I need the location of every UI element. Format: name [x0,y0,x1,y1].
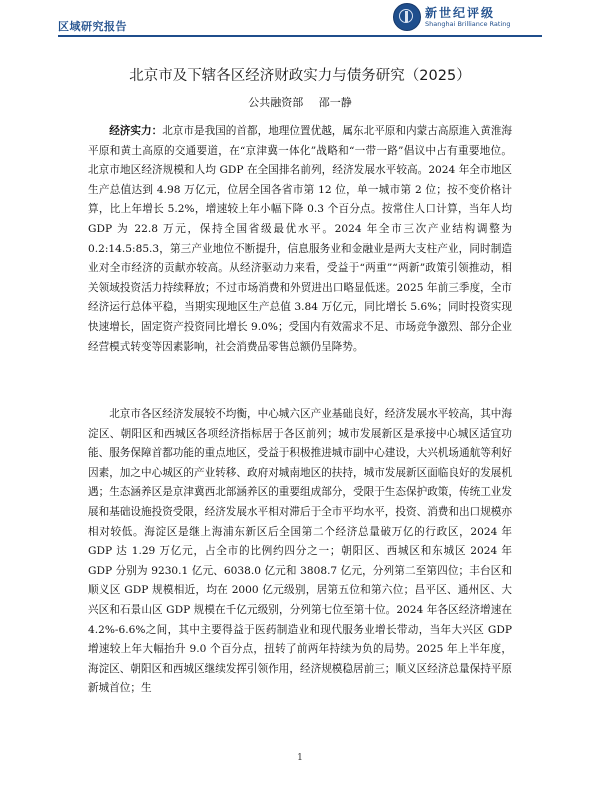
paragraph-body: 北京市是我国的首都，地理位置优越，属东北平原和内蒙古高原進入黄淮海平原和黄土高原的交通要道，在“京津冀一体化”战略和“一带一路”倡议中占有重要地位。北京市地区经济规模和人均 GDP 在全国排名前列，经济发展水平较高。2024 年全市地区生产总值达到 4.98 万亿元，位居全国各省市第 12 位，单一城市第 2 位；按不变价格计算，比上年增长 5.2%，增速较上年小幅下降 0.3 个百分点。按常住人口计算，当年人均 GDP 为 22.8 万元，保持全国省级最优水平。2024 年全市三次产业结构调整为 0.2:14.5:85.3，第三产业地位不断提升，信息服务业和金融业是两大支柱产业，同时制造业对全市经济的贡献亦较高。从经济驱动力来看，受益于“两重”“两新”政策引领推动，相关领域投资活力持续释放；不过市场消费和外贸进出口略显低迷。2025 年前三季度，全市经济运行总体平稳，当期实现地区生产总值 3.84 万亿元，同比增长 5.6%；同时投资实现快速增长，固定资产投资同比增长 9.0%；受国内有效需求不足、市场竞争激烈、部分企业经营模式转变等因素影响，社会消费品零售总额仍呈降势。 [88,125,513,353]
author-line [0,94,600,110]
page-header [0,0,600,36]
logo-name-cn: 新世纪评级 [425,6,496,20]
logo-name-en: Shanghai Brilliance Rating [425,20,511,28]
paragraph-district-economy: 北京市各区经济发展较不均衡，中心城六区产业基础良好，经济发展水平较高，其中海淀区、朝阳区和西城区各项经济指标居于各区前列；城市发展新区是承接中心城区适宜功能、服务保障首都功能的重点地区，受益于积极推进城市副中心建设，大兴机场通航等利好因素，加之中心城区的产业转移、政府对城南地区的扶持，城市发展新区面临良好的发展机遇；生态涵养区是京津冀西北部涵养区的重要组成部分，受限于生态保护政策，传统工业发展和基础设施投资受限，经济发展水平相对滞后于全市平均水平，投资、消费和出口规模亦相对较低。海淀区是继上海浦东新区后全国第二个经济总量破万亿的行政区，2024 年 GDP 达 1.29 万亿元，占全市的比例约四分之一；朝阳区、西城区和东城区 2024 年 GDP 分别为 9230.1 亿元、6038.0 亿元和 3808.7 亿元，分列第二至第四位；丰台区和顺义区 GDP 规模相近，均在 2000 亿元级别，居第五位和第六位；昌平区、通州区、大兴区和石景山区 GDP 规模在千亿元级别，分列第七位至第十位。2024 年各区经济增速在 4.2%-6.6%之间，其中主要得益于医药制造业和现代服务业增长带动，当年大兴区 GDP 增速较上年大幅抬升 9.0 个百分点，扭转了前两年持续为负的局势。2025 年上半年度，海淀区、朝阳区和西城区继续发挥引领作用，经济规模稳居前三；顺义区经济总量保持平原新城首位；生 [88,408,512,695]
section-title: 区域研究报告 [58,20,127,33]
paragraph-economic-strength [88,122,512,357]
header-divider [58,35,542,37]
department: 公共融资部 [248,96,304,109]
paragraph-lead: 经济实力： [109,125,163,137]
document-title: 北京市及下辖各区经济财政实力与债务研究（2025） [129,68,471,84]
author-name: 邵一静 [318,96,352,109]
page-number: 1 [297,753,303,763]
company-logo [393,3,543,31]
logo-emblem-icon [393,3,421,31]
